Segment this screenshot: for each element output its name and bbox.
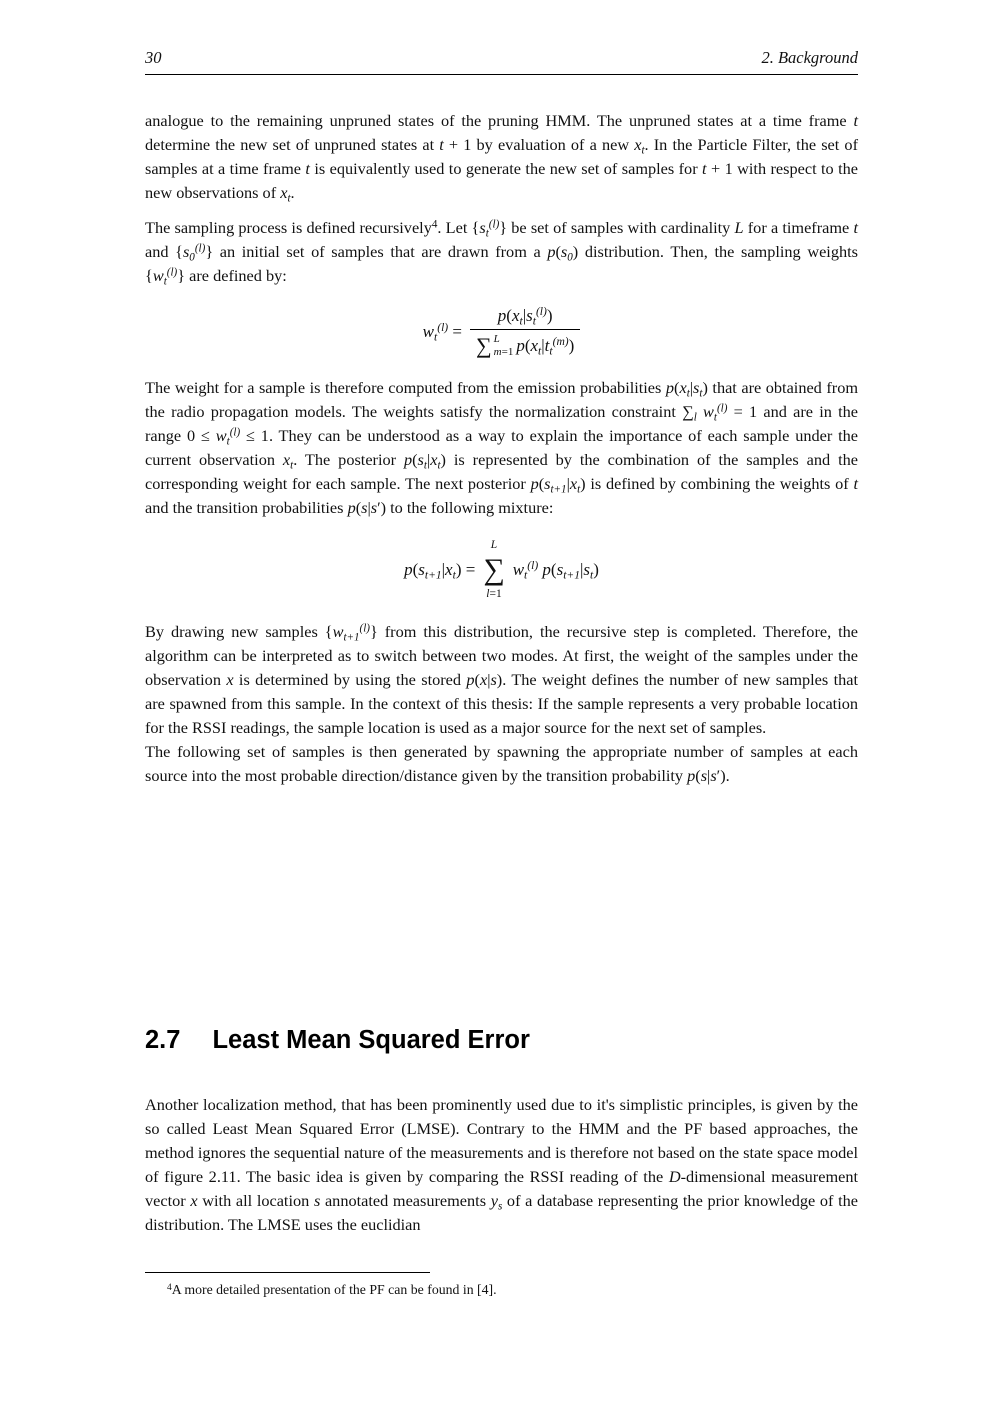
footnote-rule — [145, 1272, 430, 1273]
footnote-area — [145, 1272, 858, 1299]
footnote — [145, 1280, 858, 1299]
equation-lhs: $w_t^{(l)}$ = — [422, 321, 462, 344]
footnote-marker: 4 — [167, 1282, 172, 1293]
summation-inline — [476, 333, 513, 358]
paragraph-drawing-samples: By drawing new samples $\{w_{t+1}^{(l)}\}$ from this distribution, the recursive step is completed. Therefore, the algorithm can be interpreted as to switch between two modes. At first, the weight of the samples under the observation x is determined by using the stored p(x|s). The weight defines the number of new samples that are spawned from this sample. In the context of this thesis: If the sample represents a very probable location for the RSSI readings, the sample location is used as a major source for the next set of samples. — [145, 622, 859, 738]
paragraph-weight-explanation: The weight for a sample is therefore computed from the emission probabilities $p(x_t|s_t)$ that are obtained from the radio propagation models. The weights satisfy the normalization constraint $\sum_l$ $w_t^{(l)} = 1$ and are in the range $0 \le w_t^{(l)} \le 1$. They can be understood as a way to explain the importance of each sample under the current observation $x_t$. The posterior $p(s_t|x_t)$ is represented by the combination of the samples and the corresponding weight for each sample. The next posterior $p(s_{t+1}|x_t)$ is defined by combining the weights of t and the transition probabilities p(s|s′) to the following mixture: — [145, 378, 859, 518]
sigma-symbol: ∑ — [475, 332, 492, 358]
summation-lower-limit: m=1 — [493, 345, 514, 358]
summation-upper-limit: L — [490, 539, 498, 552]
paragraph-unpruned-states: analogue to the remaining unpruned states of the pruning HMM. The unpruned states at a time frame t determine the new set of unpruned states at t + 1 by evaluation of a new $x_t$. In the Particle Filter, the set of samples at a time frame t is equivalently used to generate the new set of samples for t + 1 with respect to the new observations of $x_t$. — [145, 111, 858, 205]
paragraph-following-samples: The following set of samples is then generated by spawning the appropriate number of samples at each source into the most probable direction/distance given by the transition probability p(s|s′). — [145, 742, 858, 786]
paragraph-sampling-process: The sampling process is defined recursively$^4$. Let $\{s_t^{(l)}\}$ be set of samples with cardinality L for a timeframe t and $\{s_0^{(l)}\}$ an initial set of samples that are drawn from a $p(s_0)$ distribution. Then, the sampling weights $\{w_t^{(l)}\}$ are defined by: — [145, 218, 858, 288]
equation-sampling-weights — [145, 306, 858, 358]
section-heading — [145, 1026, 858, 1055]
summation-display — [483, 538, 504, 602]
chapter-title: 2. Background — [761, 48, 858, 67]
summation-lower-limit: l=1 — [486, 588, 502, 601]
equation-lhs: $p(s_{t+1}|x_t)$ = — [404, 560, 476, 582]
section-title: Least Mean Squared Error — [212, 1026, 530, 1054]
paragraph-lmse-intro: Another localization method, that has been prominently used due to it's simplistic principles, is given by the so called Least Mean Squared Error (LMSE). Contrary to the HMM and the PF based approaches, the method ignores the sequential nature of the measurements and is therefore not based on the state space model of figure 2.11. The basic idea is given by comparing the RSSI reading of the D-dimensional measurement vector x with all location s annotated measurements $y_s$ of a database representing the prior knowledge of the distribution. The LMSE uses the euclidian — [145, 1095, 859, 1234]
denominator-expression: $p(x_t|t_t^{(m)})$ — [516, 334, 575, 358]
sigma-symbol: ∑ — [483, 553, 505, 587]
page-number: 30 — [145, 48, 162, 67]
equation-rhs: $w_t^{(l)}$ $p(s_{t+1}|s_t)$ — [512, 559, 599, 582]
fraction-denominator — [470, 329, 580, 358]
section-number: 2.7 — [145, 1026, 181, 1054]
page-header — [145, 48, 858, 75]
summation-upper-limit: L — [493, 333, 500, 345]
equation-posterior-mixture — [145, 538, 858, 602]
fraction-numerator: $p(x_t|s_t^{(l)})$ — [497, 305, 553, 328]
fraction — [470, 306, 580, 358]
footnote-text: A more detailed presentation of the PF can be found in [4]. — [171, 1282, 497, 1297]
